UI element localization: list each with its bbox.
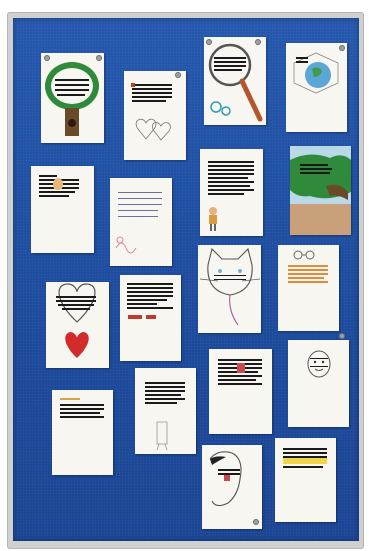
face-drawing [288,340,349,427]
push-pin [176,73,180,77]
heart-doodles [124,71,186,160]
profile-drawing [202,445,262,529]
poem-glasses [278,245,339,331]
poem-hearts [124,71,186,160]
poem-earth [286,43,347,132]
poem-short [52,390,113,475]
heart-drawing [46,282,109,368]
push-pin [207,40,211,44]
glasses-drawing [278,245,339,331]
poem-red-marks [120,275,181,361]
poem-colorful [110,178,172,266]
poem-cat [198,245,261,333]
figure-sketch [135,368,196,454]
push-pin [45,56,49,60]
squiggle-doodle [110,178,172,266]
push-pin [256,40,260,44]
poem-sketch [135,368,196,454]
poem-magnifier [204,37,266,125]
poem-yellow [275,438,336,522]
poem-tree [41,53,104,143]
push-pin [340,334,344,338]
magnifying-glass-drawing [204,37,266,125]
poem-family [31,166,94,253]
poem-heart [46,282,109,368]
poem-face [288,340,349,427]
person-drawing [200,149,263,236]
push-pin [97,56,101,60]
push-pin [254,520,258,524]
landscape-drawing [290,146,351,235]
push-pin [340,46,344,50]
tree-drawing [41,53,104,143]
poem-figure [200,149,263,236]
poem-profile [202,445,262,529]
cat-drawing [198,245,261,333]
poem-red-figure [209,349,272,434]
poem-landscape [290,146,351,235]
